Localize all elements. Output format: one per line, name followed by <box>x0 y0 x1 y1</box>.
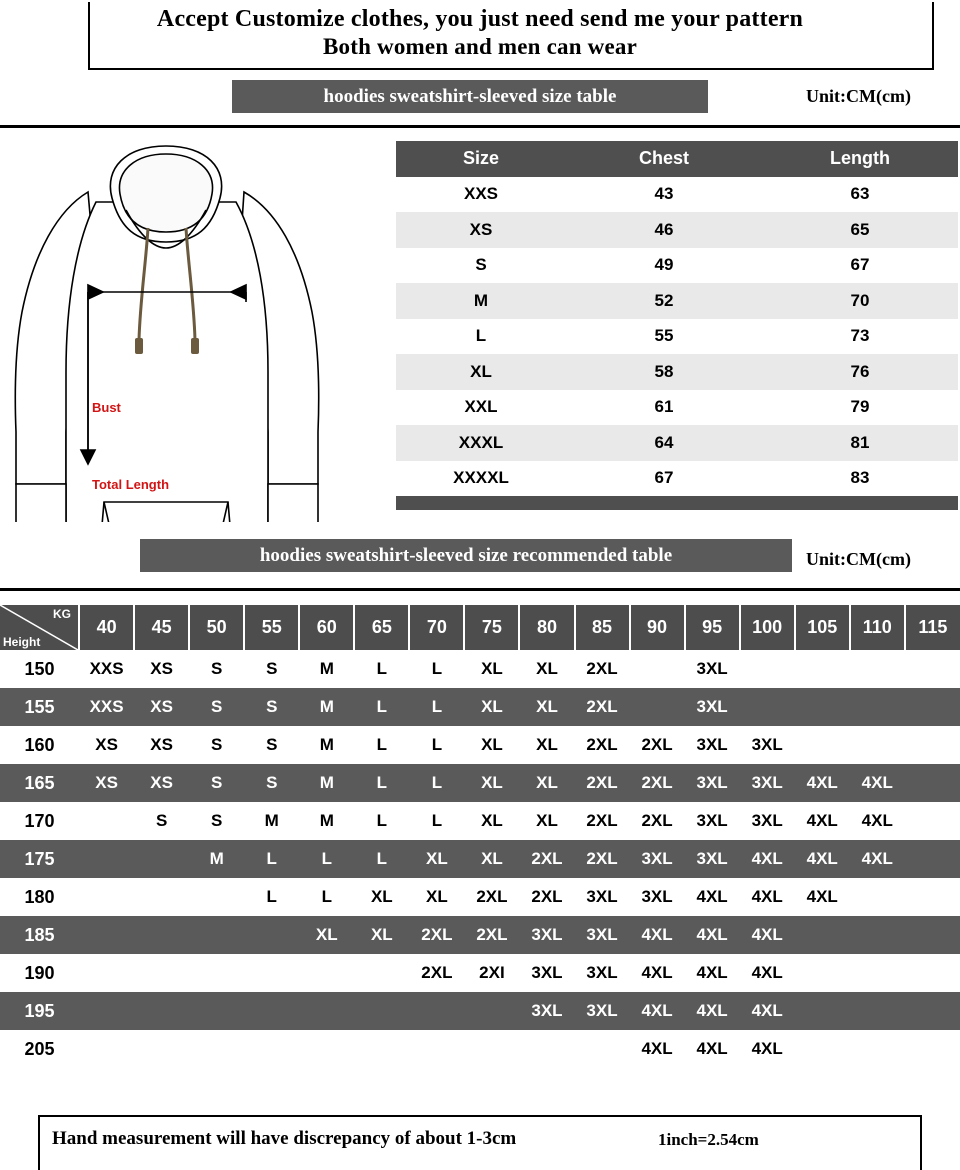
height-cell: 190 <box>0 954 79 992</box>
size-recommendation-cell <box>409 1030 464 1068</box>
size-recommendation-cell: XL <box>519 688 574 726</box>
size-recommendation-cell: XS <box>134 726 189 764</box>
length-cell: 81 <box>762 425 958 461</box>
size-recommendation-cell <box>519 1030 574 1068</box>
size-recommendation-cell: S <box>244 764 299 802</box>
size-recommendation-cell <box>575 1030 630 1068</box>
size-recommendation-cell <box>299 954 354 992</box>
size-cell: XXL <box>396 390 566 426</box>
length-cell: 83 <box>762 461 958 497</box>
size-recommendation-cell <box>850 1030 905 1068</box>
size-recommendation-cell: L <box>354 840 409 878</box>
size-table-title: hoodies sweatshirt-sleeved size table <box>232 80 708 113</box>
size-recommendation-cell <box>740 650 795 688</box>
size-recommendation-cell <box>630 650 685 688</box>
weight-header-cell: 55 <box>244 605 299 650</box>
size-recommendation-cell: XL <box>464 726 519 764</box>
weight-header-cell: 75 <box>464 605 519 650</box>
size-recommendation-cell <box>79 878 134 916</box>
size-recommendation-cell <box>189 1030 244 1068</box>
size-recommendation-cell <box>244 992 299 1030</box>
size-recommendation-cell: 4XL <box>740 992 795 1030</box>
size-recommendation-cell: XL <box>519 650 574 688</box>
size-recommendation-cell <box>299 992 354 1030</box>
height-cell: 185 <box>0 916 79 954</box>
height-cell: 205 <box>0 1030 79 1068</box>
size-recommendation-cell: S <box>189 688 244 726</box>
table-row <box>396 461 958 497</box>
size-recommendation-cell <box>850 726 905 764</box>
size-cell: XL <box>396 354 566 390</box>
size-recommendation-cell: 4XL <box>685 916 740 954</box>
height-cell: 195 <box>0 992 79 1030</box>
size-recommendation-cell: XS <box>134 764 189 802</box>
table-row <box>396 177 958 213</box>
size-recommendation-cell <box>79 992 134 1030</box>
size-cell: S <box>396 248 566 284</box>
weight-header-cell: 95 <box>685 605 740 650</box>
size-recommendation-cell: 3XL <box>685 688 740 726</box>
header-line-1: Accept Customize clothes, you just need send me your pattern <box>156 6 804 32</box>
size-recommendation-cell: 4XL <box>795 840 850 878</box>
size-recommendation-cell: 4XL <box>630 954 685 992</box>
size-recommendation-cell: XS <box>134 650 189 688</box>
size-recommendation-cell <box>850 878 905 916</box>
size-recommendation-cell: L <box>354 688 409 726</box>
height-cell: 160 <box>0 726 79 764</box>
size-recommendation-cell: XL <box>519 726 574 764</box>
weight-header-cell: 50 <box>189 605 244 650</box>
size-recommendation-cell: 4XL <box>740 878 795 916</box>
size-cell: L <box>396 319 566 355</box>
col-length: Length <box>762 141 958 177</box>
size-recommendation-cell: 3XL <box>740 726 795 764</box>
size-recommendation-cell: XL <box>354 916 409 954</box>
weight-header-cell: 80 <box>519 605 574 650</box>
table-row <box>0 688 960 726</box>
height-cell: 175 <box>0 840 79 878</box>
weight-header-cell: 105 <box>795 605 850 650</box>
size-cell: XXXL <box>396 425 566 461</box>
size-recommendation-cell <box>134 992 189 1030</box>
size-recommendation-cell <box>189 954 244 992</box>
size-recommendation-cell <box>79 954 134 992</box>
chest-cell: 46 <box>566 212 762 248</box>
col-size: Size <box>396 141 566 177</box>
size-recommendation-cell: 4XL <box>740 954 795 992</box>
size-recommendation-cell: 2XL <box>575 650 630 688</box>
size-recommendation-cell <box>354 1030 409 1068</box>
size-recommendation-cell <box>850 650 905 688</box>
weight-header-cell: 70 <box>409 605 464 650</box>
length-cell: 76 <box>762 354 958 390</box>
size-recommendation-cell <box>850 916 905 954</box>
size-recommendation-cell: XL <box>519 802 574 840</box>
size-recommendation-cell: 4XL <box>795 764 850 802</box>
size-recommendation-cell: L <box>409 802 464 840</box>
height-cell: 165 <box>0 764 79 802</box>
col-chest: Chest <box>566 141 762 177</box>
size-recommendation-cell <box>905 688 960 726</box>
size-recommendation-cell <box>795 954 850 992</box>
table-row <box>0 650 960 688</box>
size-recommendation-cell <box>79 802 134 840</box>
size-recommendation-cell <box>134 954 189 992</box>
size-recommendation-cell <box>905 650 960 688</box>
size-recommendation-cell: 3XL <box>519 954 574 992</box>
recommend-table <box>0 605 960 1068</box>
size-recommendation-cell: XL <box>464 688 519 726</box>
table-row <box>396 390 958 426</box>
size-recommendation-cell: 3XL <box>685 764 740 802</box>
length-cell: 63 <box>762 177 958 213</box>
size-recommendation-cell <box>905 840 960 878</box>
size-recommendation-cell: L <box>354 764 409 802</box>
size-recommendation-cell: 3XL <box>685 726 740 764</box>
table-row <box>0 764 960 802</box>
size-recommendation-cell <box>189 916 244 954</box>
size-recommendation-cell <box>354 992 409 1030</box>
size-recommendation-cell: XL <box>464 802 519 840</box>
table-row <box>0 878 960 916</box>
weight-header-cell: 40 <box>79 605 134 650</box>
size-recommendation-cell: XL <box>354 878 409 916</box>
chest-cell: 64 <box>566 425 762 461</box>
size-recommendation-cell: XL <box>299 916 354 954</box>
size-recommendation-cell: 4XL <box>740 916 795 954</box>
size-recommendation-cell <box>464 992 519 1030</box>
weight-header-cell: 110 <box>850 605 905 650</box>
size-table-footer-bar <box>396 496 958 510</box>
table-row <box>396 354 958 390</box>
table-row <box>396 283 958 319</box>
size-recommendation-cell <box>795 726 850 764</box>
size-recommendation-cell <box>795 688 850 726</box>
size-recommendation-cell <box>850 992 905 1030</box>
size-recommendation-cell: XL <box>464 764 519 802</box>
size-recommendation-cell: 4XL <box>850 764 905 802</box>
size-recommendation-cell: 2XL <box>409 954 464 992</box>
size-recommendation-cell: 2XL <box>519 878 574 916</box>
size-recommendation-cell <box>409 992 464 1030</box>
size-recommendation-cell: 4XL <box>630 1030 685 1068</box>
size-recommendation-cell: L <box>354 802 409 840</box>
size-recommendation-cell: XS <box>134 688 189 726</box>
size-recommendation-cell <box>905 764 960 802</box>
table-row <box>0 954 960 992</box>
size-recommendation-cell: L <box>409 764 464 802</box>
size-recommendation-cell: XL <box>409 878 464 916</box>
divider-middle <box>0 588 960 591</box>
size-recommendation-cell: XXS <box>79 650 134 688</box>
axis-label-kg: KG <box>53 607 71 621</box>
size-recommendation-cell: S <box>189 764 244 802</box>
header-line-2: Both women and men can wear <box>323 34 637 59</box>
size-recommendation-cell <box>79 840 134 878</box>
weight-header-cell: 60 <box>299 605 354 650</box>
recommend-table-title: hoodies sweatshirt-sleeved size recommended table <box>140 539 792 572</box>
size-recommendation-cell: XL <box>464 840 519 878</box>
table-row <box>0 802 960 840</box>
size-recommendation-cell: 4XL <box>740 1030 795 1068</box>
size-recommendation-cell: 3XL <box>630 840 685 878</box>
size-table-unit: Unit:CM(cm) <box>806 86 911 106</box>
footer-inch-conversion: 1inch=2.54cm <box>658 1130 759 1149</box>
table-row <box>396 425 958 461</box>
size-recommendation-cell <box>795 916 850 954</box>
size-cell: XXXXL <box>396 461 566 497</box>
size-recommendation-cell: L <box>409 726 464 764</box>
chest-cell: 52 <box>566 283 762 319</box>
size-recommendation-cell <box>189 992 244 1030</box>
size-recommendation-cell: 4XL <box>795 878 850 916</box>
size-recommendation-cell: 3XL <box>630 878 685 916</box>
size-recommendation-cell: 2XL <box>630 726 685 764</box>
size-recommendation-cell: 3XL <box>519 992 574 1030</box>
size-recommendation-cell: XL <box>519 764 574 802</box>
size-recommendation-cell: 3XL <box>685 650 740 688</box>
size-recommendation-cell: 2XL <box>630 764 685 802</box>
bust-label: Bust <box>92 400 121 415</box>
size-recommendation-cell: XL <box>409 840 464 878</box>
height-cell: 155 <box>0 688 79 726</box>
size-recommendation-cell: XXS <box>79 688 134 726</box>
size-recommendation-cell: 4XL <box>630 992 685 1030</box>
size-recommendation-cell: 2XL <box>464 878 519 916</box>
table-row <box>396 212 958 248</box>
size-recommendation-cell: S <box>189 726 244 764</box>
size-recommendation-cell <box>244 1030 299 1068</box>
size-recommendation-cell: 2XL <box>575 688 630 726</box>
size-recommendation-cell <box>905 878 960 916</box>
chest-cell: 67 <box>566 461 762 497</box>
size-recommendation-cell: L <box>409 688 464 726</box>
size-recommendation-cell <box>795 650 850 688</box>
size-recommendation-cell: 4XL <box>685 878 740 916</box>
size-recommendation-cell: 3XL <box>575 878 630 916</box>
table-row <box>396 248 958 284</box>
size-recommendation-cell: 4XL <box>850 840 905 878</box>
size-recommendation-cell: 4XL <box>685 954 740 992</box>
height-cell: 170 <box>0 802 79 840</box>
divider-top <box>0 125 960 128</box>
size-recommendation-cell: S <box>189 802 244 840</box>
size-recommendation-cell <box>850 688 905 726</box>
weight-header-cell: 65 <box>354 605 409 650</box>
size-recommendation-cell: M <box>244 802 299 840</box>
size-recommendation-cell: L <box>409 650 464 688</box>
height-cell: 150 <box>0 650 79 688</box>
size-recommendation-cell <box>795 1030 850 1068</box>
size-cell: XXS <box>396 177 566 213</box>
axis-corner-cell <box>0 605 79 650</box>
size-recommendation-cell <box>244 954 299 992</box>
size-recommendation-cell: L <box>299 878 354 916</box>
size-recommendation-cell <box>134 878 189 916</box>
size-recommendation-cell <box>464 1030 519 1068</box>
size-recommendation-cell <box>134 1030 189 1068</box>
table-row <box>0 726 960 764</box>
size-recommendation-cell: 3XL <box>519 916 574 954</box>
size-recommendation-cell: M <box>189 840 244 878</box>
size-recommendation-cell: 4XL <box>630 916 685 954</box>
chest-cell: 49 <box>566 248 762 284</box>
size-recommendation-cell: L <box>354 726 409 764</box>
size-recommendation-cell <box>630 688 685 726</box>
size-recommendation-cell <box>905 726 960 764</box>
size-recommendation-cell: 3XL <box>575 954 630 992</box>
size-recommendation-cell <box>850 954 905 992</box>
size-recommendation-cell: S <box>134 802 189 840</box>
size-recommendation-cell: 4XL <box>685 992 740 1030</box>
size-recommendation-cell <box>299 1030 354 1068</box>
size-recommendation-cell: L <box>354 650 409 688</box>
chest-cell: 61 <box>566 390 762 426</box>
size-recommendation-cell: 2XL <box>409 916 464 954</box>
size-recommendation-cell: L <box>299 840 354 878</box>
size-recommendation-cell: M <box>299 726 354 764</box>
total-length-label: Total Length <box>92 477 170 492</box>
weight-header-cell: 115 <box>905 605 960 650</box>
size-recommendation-cell <box>740 688 795 726</box>
table-row <box>0 840 960 878</box>
size-recommendation-cell: 3XL <box>575 916 630 954</box>
size-recommendation-cell <box>189 878 244 916</box>
size-recommendation-cell: 2XL <box>630 802 685 840</box>
size-recommendation-cell: 3XL <box>685 802 740 840</box>
size-recommendation-cell <box>905 1030 960 1068</box>
size-recommendation-cell: 4XL <box>795 802 850 840</box>
size-recommendation-cell: 4XL <box>850 802 905 840</box>
size-recommendation-cell: 3XL <box>685 840 740 878</box>
length-cell: 79 <box>762 390 958 426</box>
size-recommendation-cell <box>79 916 134 954</box>
size-cell: M <box>396 283 566 319</box>
size-recommendation-cell: M <box>299 650 354 688</box>
weight-header-cell: 85 <box>575 605 630 650</box>
height-cell: 180 <box>0 878 79 916</box>
chest-cell: 43 <box>566 177 762 213</box>
size-table-header-row <box>396 141 958 177</box>
size-recommendation-cell: S <box>189 650 244 688</box>
size-recommendation-cell: 3XL <box>575 992 630 1030</box>
size-recommendation-cell: XL <box>464 650 519 688</box>
size-recommendation-cell: 4XL <box>685 1030 740 1068</box>
size-recommendation-cell: S <box>244 688 299 726</box>
hoodie-diagram <box>0 132 392 522</box>
size-recommendation-cell: 3XL <box>740 764 795 802</box>
size-recommendation-cell: 2XL <box>575 726 630 764</box>
size-recommendation-cell <box>905 954 960 992</box>
axis-label-height: Height <box>3 635 41 649</box>
table-row <box>0 916 960 954</box>
size-recommendation-cell: M <box>299 802 354 840</box>
size-recommendation-cell: 4XL <box>740 840 795 878</box>
table-row <box>0 1030 960 1068</box>
size-recommendation-cell <box>905 916 960 954</box>
recommend-header-row <box>0 605 960 650</box>
size-recommendation-cell: S <box>244 726 299 764</box>
recommend-table-unit: Unit:CM(cm) <box>806 549 911 569</box>
size-recommendation-cell: M <box>299 764 354 802</box>
size-recommendation-cell <box>905 992 960 1030</box>
size-recommendation-cell: 2XI <box>464 954 519 992</box>
size-recommendation-cell: XS <box>79 764 134 802</box>
size-recommendation-cell <box>795 992 850 1030</box>
size-recommendation-cell <box>134 916 189 954</box>
size-recommendation-cell <box>79 1030 134 1068</box>
size-recommendation-cell <box>134 840 189 878</box>
size-recommendation-cell <box>905 802 960 840</box>
table-row <box>0 992 960 1030</box>
chest-cell: 58 <box>566 354 762 390</box>
size-recommendation-cell: 2XL <box>575 764 630 802</box>
size-recommendation-cell: L <box>244 878 299 916</box>
weight-header-cell: 45 <box>134 605 189 650</box>
size-recommendation-cell: 2XL <box>575 840 630 878</box>
weight-header-cell: 90 <box>630 605 685 650</box>
size-table <box>396 141 958 510</box>
size-recommendation-cell: S <box>244 650 299 688</box>
footer-note: Hand measurement will have discrepancy of about 1-3cm <box>52 1128 517 1149</box>
size-recommendation-cell: 2XL <box>575 802 630 840</box>
table-row <box>396 319 958 355</box>
size-recommendation-cell: 3XL <box>740 802 795 840</box>
length-cell: 70 <box>762 283 958 319</box>
size-recommendation-cell <box>354 954 409 992</box>
size-recommendation-cell: L <box>244 840 299 878</box>
size-recommendation-cell: M <box>299 688 354 726</box>
size-recommendation-cell: 2XL <box>464 916 519 954</box>
size-cell: XS <box>396 212 566 248</box>
length-cell: 67 <box>762 248 958 284</box>
weight-header-cell: 100 <box>740 605 795 650</box>
size-recommendation-cell <box>244 916 299 954</box>
length-cell: 73 <box>762 319 958 355</box>
size-recommendation-cell: XS <box>79 726 134 764</box>
length-cell: 65 <box>762 212 958 248</box>
size-recommendation-cell: 2XL <box>519 840 574 878</box>
chest-cell: 55 <box>566 319 762 355</box>
